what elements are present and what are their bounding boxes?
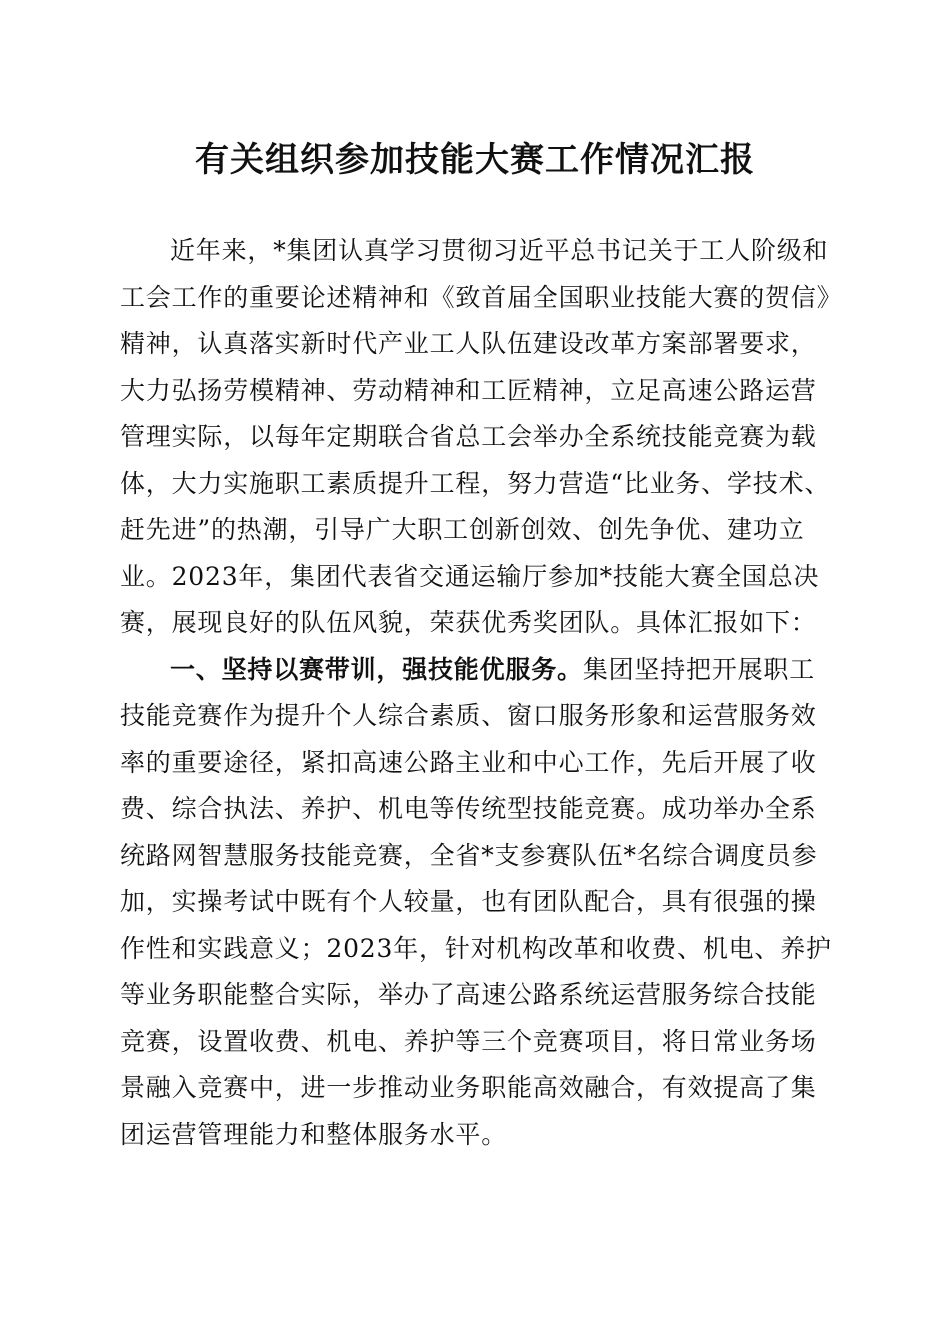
intro-paragraph [120, 228, 832, 647]
section-one-paragraph [120, 647, 832, 1159]
intro-paragraph-text: 近年来，*集团认真学习贯彻习近平总书记关于工人阶级和工会工作的重要论述精神和《致首届全国职业技能大赛的贺信》精神，认真落实新时代产业工人队伍建设改革方案部署要求，大力弘扬劳模精神、劳动精神和工匠精神，立足高速公路运营管理实际，以每年定期联合省总工会举办全系统技能竞赛为载体，大力实施职工素质提升工程，努力营造“比业务、学技术、赶先进”的热潮，引导广大职工创新创效、创先争优、建功立业。2023年，集团代表省交通运输厅参加*技能大赛全国总决赛，展现良好的队伍风貌，荣获优秀奖团队。具体汇报如下： [120, 236, 831, 637]
document-body [120, 228, 832, 1158]
document-title: 有关组织参加技能大赛工作情况汇报 [195, 140, 755, 180]
section-one-text: 集团坚持把开展职工技能竞赛作为提升个人综合素质、窗口服务形象和运营服务效率的重要途径，紧扣高速公路主业和中心工作，先后开展了收费、综合执法、养护、机电等传统型技能竞赛。成功举办全系统路网智慧服务技能竞赛，全省*支参赛队伍*名综合调度员参加，实操考试中既有个人较量，也有团队配合，具有很强的操作性和实践意义；2023年，针对机构改革和收费、机电、养护等业务职能整合实际，举办了高速公路系统运营服务综合技能竞赛，设置收费、机电、养护等三个竞赛项目，将日常业务场景融入竞赛中，进一步推动业务职能高效融合，有效提高了集团运营管理能力和整体服务水平。 [120, 654, 832, 1149]
section-one-heading: 一、坚持以赛带训，强技能优服务。 [170, 654, 583, 684]
